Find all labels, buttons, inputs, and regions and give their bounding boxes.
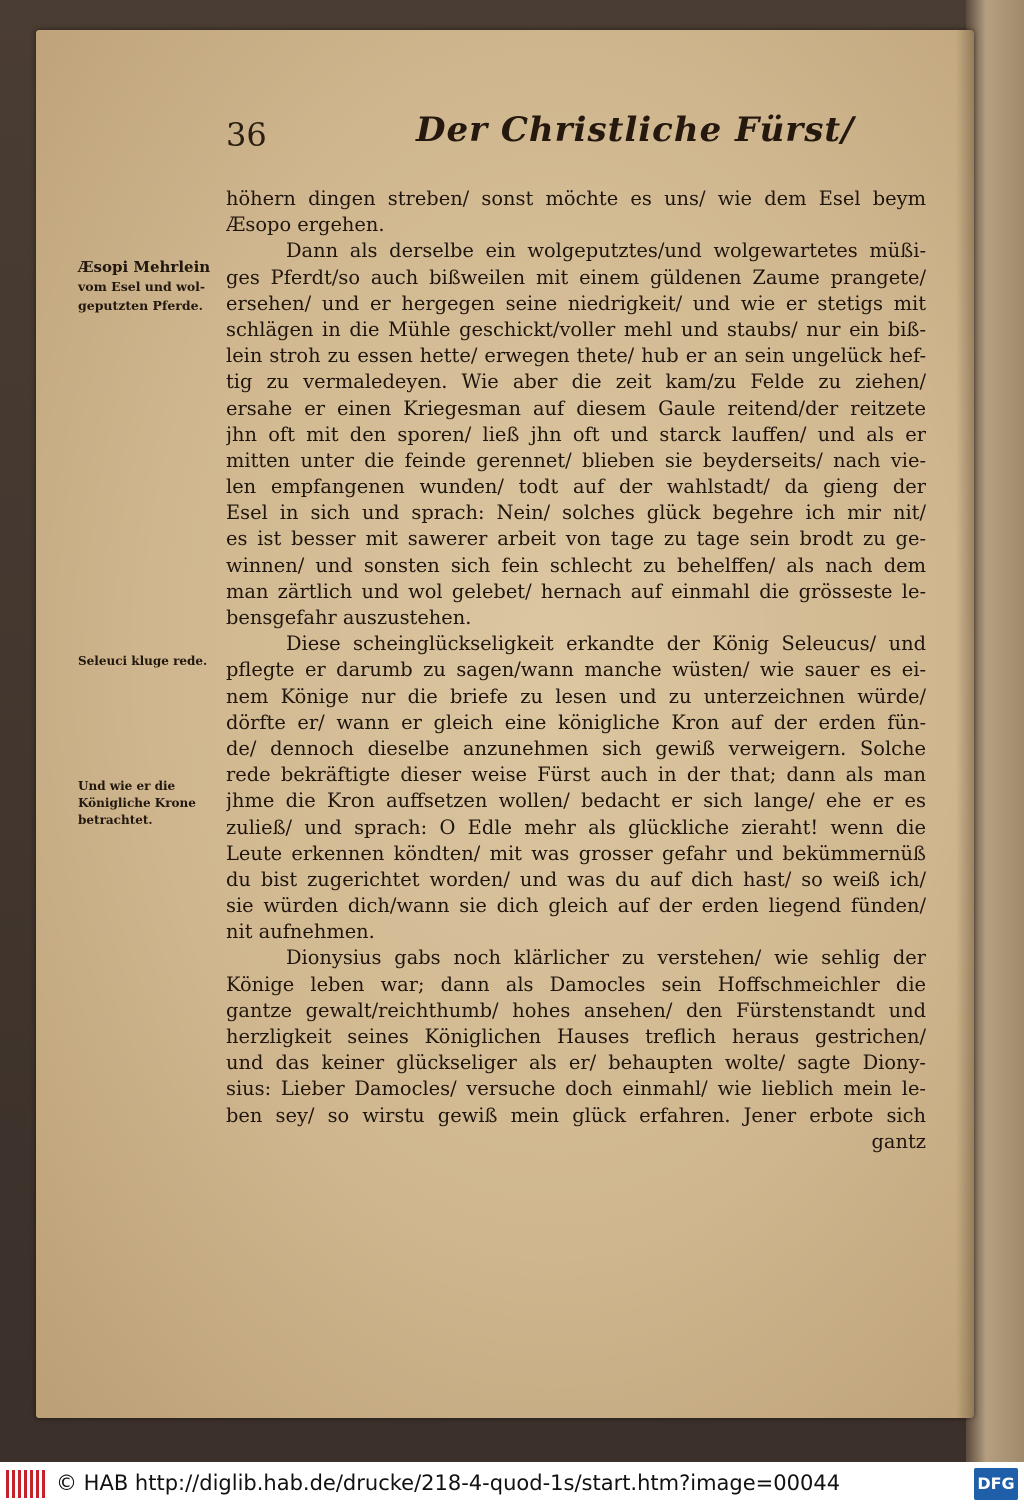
text-line: pflegte er darumb zu sagen/wann manche wüsten/ wie sauer es ei- [226, 658, 926, 682]
text-line: Könige leben war; dann als Damocles sein Hoffschmeichler die [226, 972, 926, 996]
text-line: Esel in sich und sprach: Nein/ solches glück begehre ich mir nit/ [226, 501, 926, 525]
text-line: rede bekräftigte dieser weise Fürst auch in der that; dann als man [226, 763, 926, 787]
text-line: ersehen/ und er hergegen seine niedrigkeit/ und wie er stetigs mit [226, 291, 926, 315]
text-line: Dann als derselbe ein wolgeputztes/und wolgewartetes müßi- [286, 239, 926, 263]
text-line: winnen/ und sonsten sich fein schlecht zu behelffen/ als nach dem [226, 553, 926, 577]
text-line: Dionysius gabs noch klärlicher zu verstehen/ wie sehlig der [286, 946, 926, 970]
text-line: len empfangenen wunden/ todt auf der wahlstadt/ da gieng der [226, 475, 926, 499]
marginal-note-crown [78, 778, 238, 829]
text-line: gantze gewalt/reichthumb/ hohes ansehen/ den Fürstenstandt und [226, 998, 926, 1022]
page-number: 36 [226, 116, 267, 154]
text-line: ges Pferdt/so auch bißweilen mit einem güldenen Zaume prangete/ [226, 265, 926, 289]
text-line: jhn oft mit den sporen/ ließ jhn oft und starck lauffen/ und als er [226, 422, 926, 446]
text-line: bensgefahr auszustehen. [226, 606, 472, 629]
marginal-note-aesop [78, 258, 238, 315]
marginal-line: Æsopi Mehrlein [78, 258, 211, 276]
text-line: ben sey/ so wirstu gewiß mein glück erfahren. Jener erbote sich [226, 1103, 926, 1127]
text-line: man zärtlich und wol gelebet/ hernach auf einmahl die grösseste le- [226, 579, 926, 603]
text-line: tig zu vermaledeyen. Wie aber die zeit kam/zu Felde zu ziehen/ [226, 370, 926, 394]
marginal-note-seleucus [78, 652, 238, 671]
text-line: Leute erkennen köndten/ mit was grosser gefahr und bekümmernüß [226, 841, 926, 865]
adjacent-page-edge [966, 0, 1024, 1462]
dfg-logo: DFG [974, 1468, 1018, 1500]
marginal-line: Seleuci kluge rede. [78, 654, 208, 668]
text-line: sius: Lieber Damocles/ versuche doch einmahl/ wie lieblich mein le- [226, 1077, 926, 1101]
catchword: gantz [871, 1129, 926, 1153]
text-line: nem Könige nur die briefe zu lesen und zu unterzeichnen würde/ [226, 684, 926, 708]
text-line: dörfte er/ wann er gleich eine königliche Kron auf der erden fün- [226, 710, 926, 734]
text-line: mitten unter die feinde gerennet/ blieben sie beyderseits/ nach vie- [226, 448, 926, 472]
marginal-line: Und wie er die [78, 779, 176, 793]
text-line: jhme die Kron auffsetzen wollen/ bedacht er sich lange/ ehe er es [226, 789, 926, 813]
text-line: Æsopo ergehen. [226, 213, 385, 237]
marginal-line: geputzten Pferde. [78, 298, 203, 313]
text-line: höhern dingen streben/ sonst möchte es uns/ wie dem Esel beym [226, 187, 926, 210]
text-line: du bist zugerichtet worden/ und was du auf dich hast/ so weiß ich/ [226, 867, 926, 891]
marginal-line: Königliche Krone [78, 796, 196, 810]
marginal-line: vom Esel und wol- [78, 279, 206, 294]
text-line: sie würden dich/wann sie dich gleich auf der erden liegend fünden/ [226, 894, 926, 918]
text-line: es ist besser mit sawerer arbeit von tage zu tage sein brodt zu ge- [226, 527, 926, 551]
hab-logo-icon [6, 1470, 46, 1498]
text-line: nit aufnehmen. [226, 920, 375, 944]
text-line: de/ dennoch dieselbe anzunehmen sich gewiß verweigern. Solche [226, 736, 926, 760]
main-text-block [226, 186, 926, 1155]
running-title: Der Christliche Fürst/ [416, 110, 855, 150]
page-header [226, 110, 926, 160]
text-line: ersahe er einen Kriegesman auf diesem Gaule reitend/der reitzete [226, 396, 926, 420]
marginal-line: betrachtet. [78, 813, 153, 827]
source-link[interactable]: © HAB http://diglib.hab.de/drucke/218-4-quod-1s/start.htm?image=00044 [56, 1471, 841, 1495]
text-line: zuließ/ und sprach: O Edle mehr als glückliche zieraht! wenn die [226, 815, 926, 839]
text-line: Diese scheinglückseligkeit erkandte der König Seleucus/ und [286, 632, 926, 656]
text-line: lein stroh zu essen hette/ erwegen thete/ hub er an sein ungelück hef- [226, 344, 926, 368]
text-line: und das keiner glückseliger als er/ behaupten wolte/ sagte Diony- [226, 1051, 926, 1075]
text-line: schlägen in die Mühle geschickt/voller mehl und staubs/ nur ein biß- [226, 317, 926, 341]
viewer-footer [0, 1462, 1024, 1507]
text-line: herzligkeit seines Königlichen Hauses treflich heraus gestrichen/ [226, 1025, 926, 1048]
